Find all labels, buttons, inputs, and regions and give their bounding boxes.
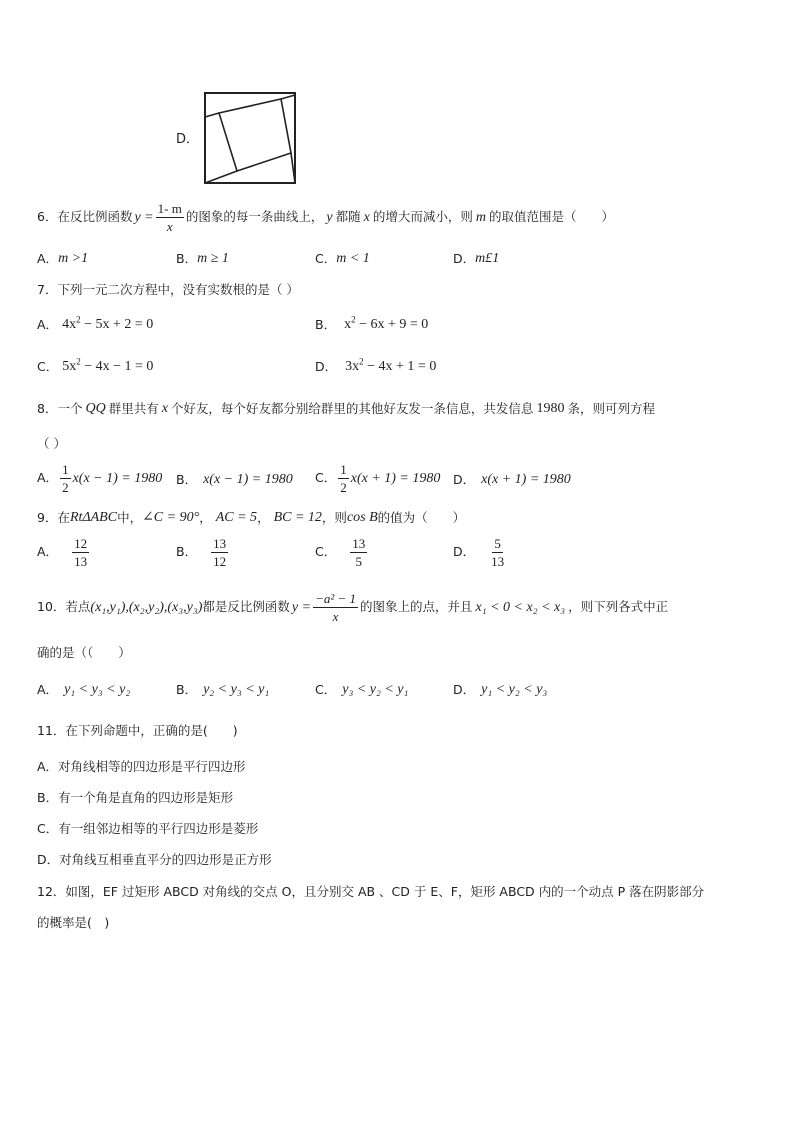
- q11-option-d: D．对角线互相垂直平分的四边形是正方形: [37, 852, 272, 867]
- q9-option-a-fraction: $\frac{12}{13}$: [74, 536, 88, 569]
- q10-option-c: C． y₃ < y₂ < y₁: [315, 681, 409, 697]
- q7-option-c: C． $5x^2 - 4x - 1 = 0$: [37, 356, 154, 374]
- q7-option-b: B． $x^2 - 6x + 9 = 0$: [315, 314, 429, 332]
- q11-option-a: A．对角线相等的四边形是平行四边形: [37, 759, 246, 774]
- q11-option-b: B．有一个角是直角的四边形是矩形: [37, 790, 234, 805]
- q9-option-d: D． $\frac{5}{13}$: [453, 536, 505, 569]
- q10-stem: 10．若点 (x₁,y₁),(x₂,y₂),(x₃,y₃) 都是反比例函数 y = $\frac{\text{−a² − 1}}{x}$ 的图象上的点，并且 x₁ < 0 < x₂ < x₃ ，则下列各式中正: [37, 591, 669, 624]
- q7-option-a: A． $4x^2 - 5x + 2 = 0$: [37, 314, 154, 332]
- q5-option-d-label: D．: [176, 132, 200, 147]
- q9-option-c-fraction: $\frac{13}{5}$: [352, 536, 366, 569]
- q6-option-c: C． m < 1: [315, 250, 370, 266]
- q9-option-a: A． $\frac{12}{13}$: [37, 536, 88, 569]
- q10-option-d: D． y₁ < y₂ < y₃: [453, 681, 548, 697]
- q12-line1: 12．如图，EF 过矩形 ABCD 对角线的交点 O，且分别交 AB 、CD 于 E、F，矩形 ABCD 内的一个动点 P 落在阴影部分: [37, 884, 705, 899]
- q9-option-b: B． $\frac{13}{12}$: [176, 536, 227, 569]
- q6-option-d: D． m£1: [453, 250, 500, 266]
- q8-option-c-fraction: $\frac{1}{2}$: [340, 462, 347, 495]
- q7-option-d: D． $3x^2 - 4x + 1 = 0$: [315, 356, 437, 374]
- q8-option-b: B． x(x − 1) = 1980: [176, 471, 293, 487]
- q5-option-d-figure: [203, 91, 299, 187]
- line-top: [205, 113, 219, 117]
- q8-paren: （ ）: [37, 436, 66, 451]
- q9-option-d-fraction: $\frac{5}{13}$: [491, 536, 505, 569]
- q8-stem: 8．一个 QQ 群里共有 x 个好友，每个好友都分别给群里的其他好友发一条信息，共发信息 1980 条，则可列方程: [37, 400, 655, 416]
- q6-fraction: $\frac{1- m}{x}$: [157, 201, 182, 234]
- q11-stem: 11．在下列命题中，正确的是( ): [37, 723, 238, 738]
- q10-option-b: B． y₂ < y₃ < y₁: [176, 681, 270, 697]
- q8-option-a: A． $\frac{1}{2}$ x(x − 1) = 1980: [37, 462, 163, 495]
- q8-option-d: D． x(x + 1) = 1980: [453, 471, 571, 487]
- q7-stem: 7．下列一元二次方程中，没有实数根的是（ ）: [37, 282, 299, 297]
- q9-stem: 9．在 RtΔABC 中， ∠C = 90° ， AC = 5 ， BC = 12 ，则 cos B 的值为（ ）: [37, 509, 466, 525]
- inner-square: [219, 99, 291, 171]
- q6-stem: 6．在反比例函数 y = $\frac{1- m}{x}$ 的图象的每一条曲线上， y 都随 x 的增大而减小，则 m 的取值范围是（ ）: [37, 201, 614, 234]
- q6-option-b: B． m ≥ 1: [176, 250, 229, 266]
- line-bottom: [205, 171, 237, 183]
- q8-option-c: C． $\frac{1}{2}$ x(x + 1) = 1980: [315, 462, 441, 495]
- q12-line2: 的概率是( ): [37, 915, 110, 930]
- q10-option-a: A． y₁ < y₃ < y₂: [37, 681, 131, 697]
- q9-option-b-fraction: $\frac{13}{12}$: [213, 536, 227, 569]
- q10-fraction: $\frac{\text{−a² − 1}}{x}$: [315, 591, 357, 624]
- q8-option-a-fraction: $\frac{1}{2}$: [62, 462, 69, 495]
- line-top2: [281, 95, 295, 99]
- q11-option-c: C．有一组邻边相等的平行四边形是菱形: [37, 821, 259, 836]
- q10-line2: 确的是（（ ）: [37, 645, 131, 660]
- q6-option-a: A． m >1: [37, 250, 89, 266]
- q9-option-c: C． $\frac{13}{5}$: [315, 536, 366, 569]
